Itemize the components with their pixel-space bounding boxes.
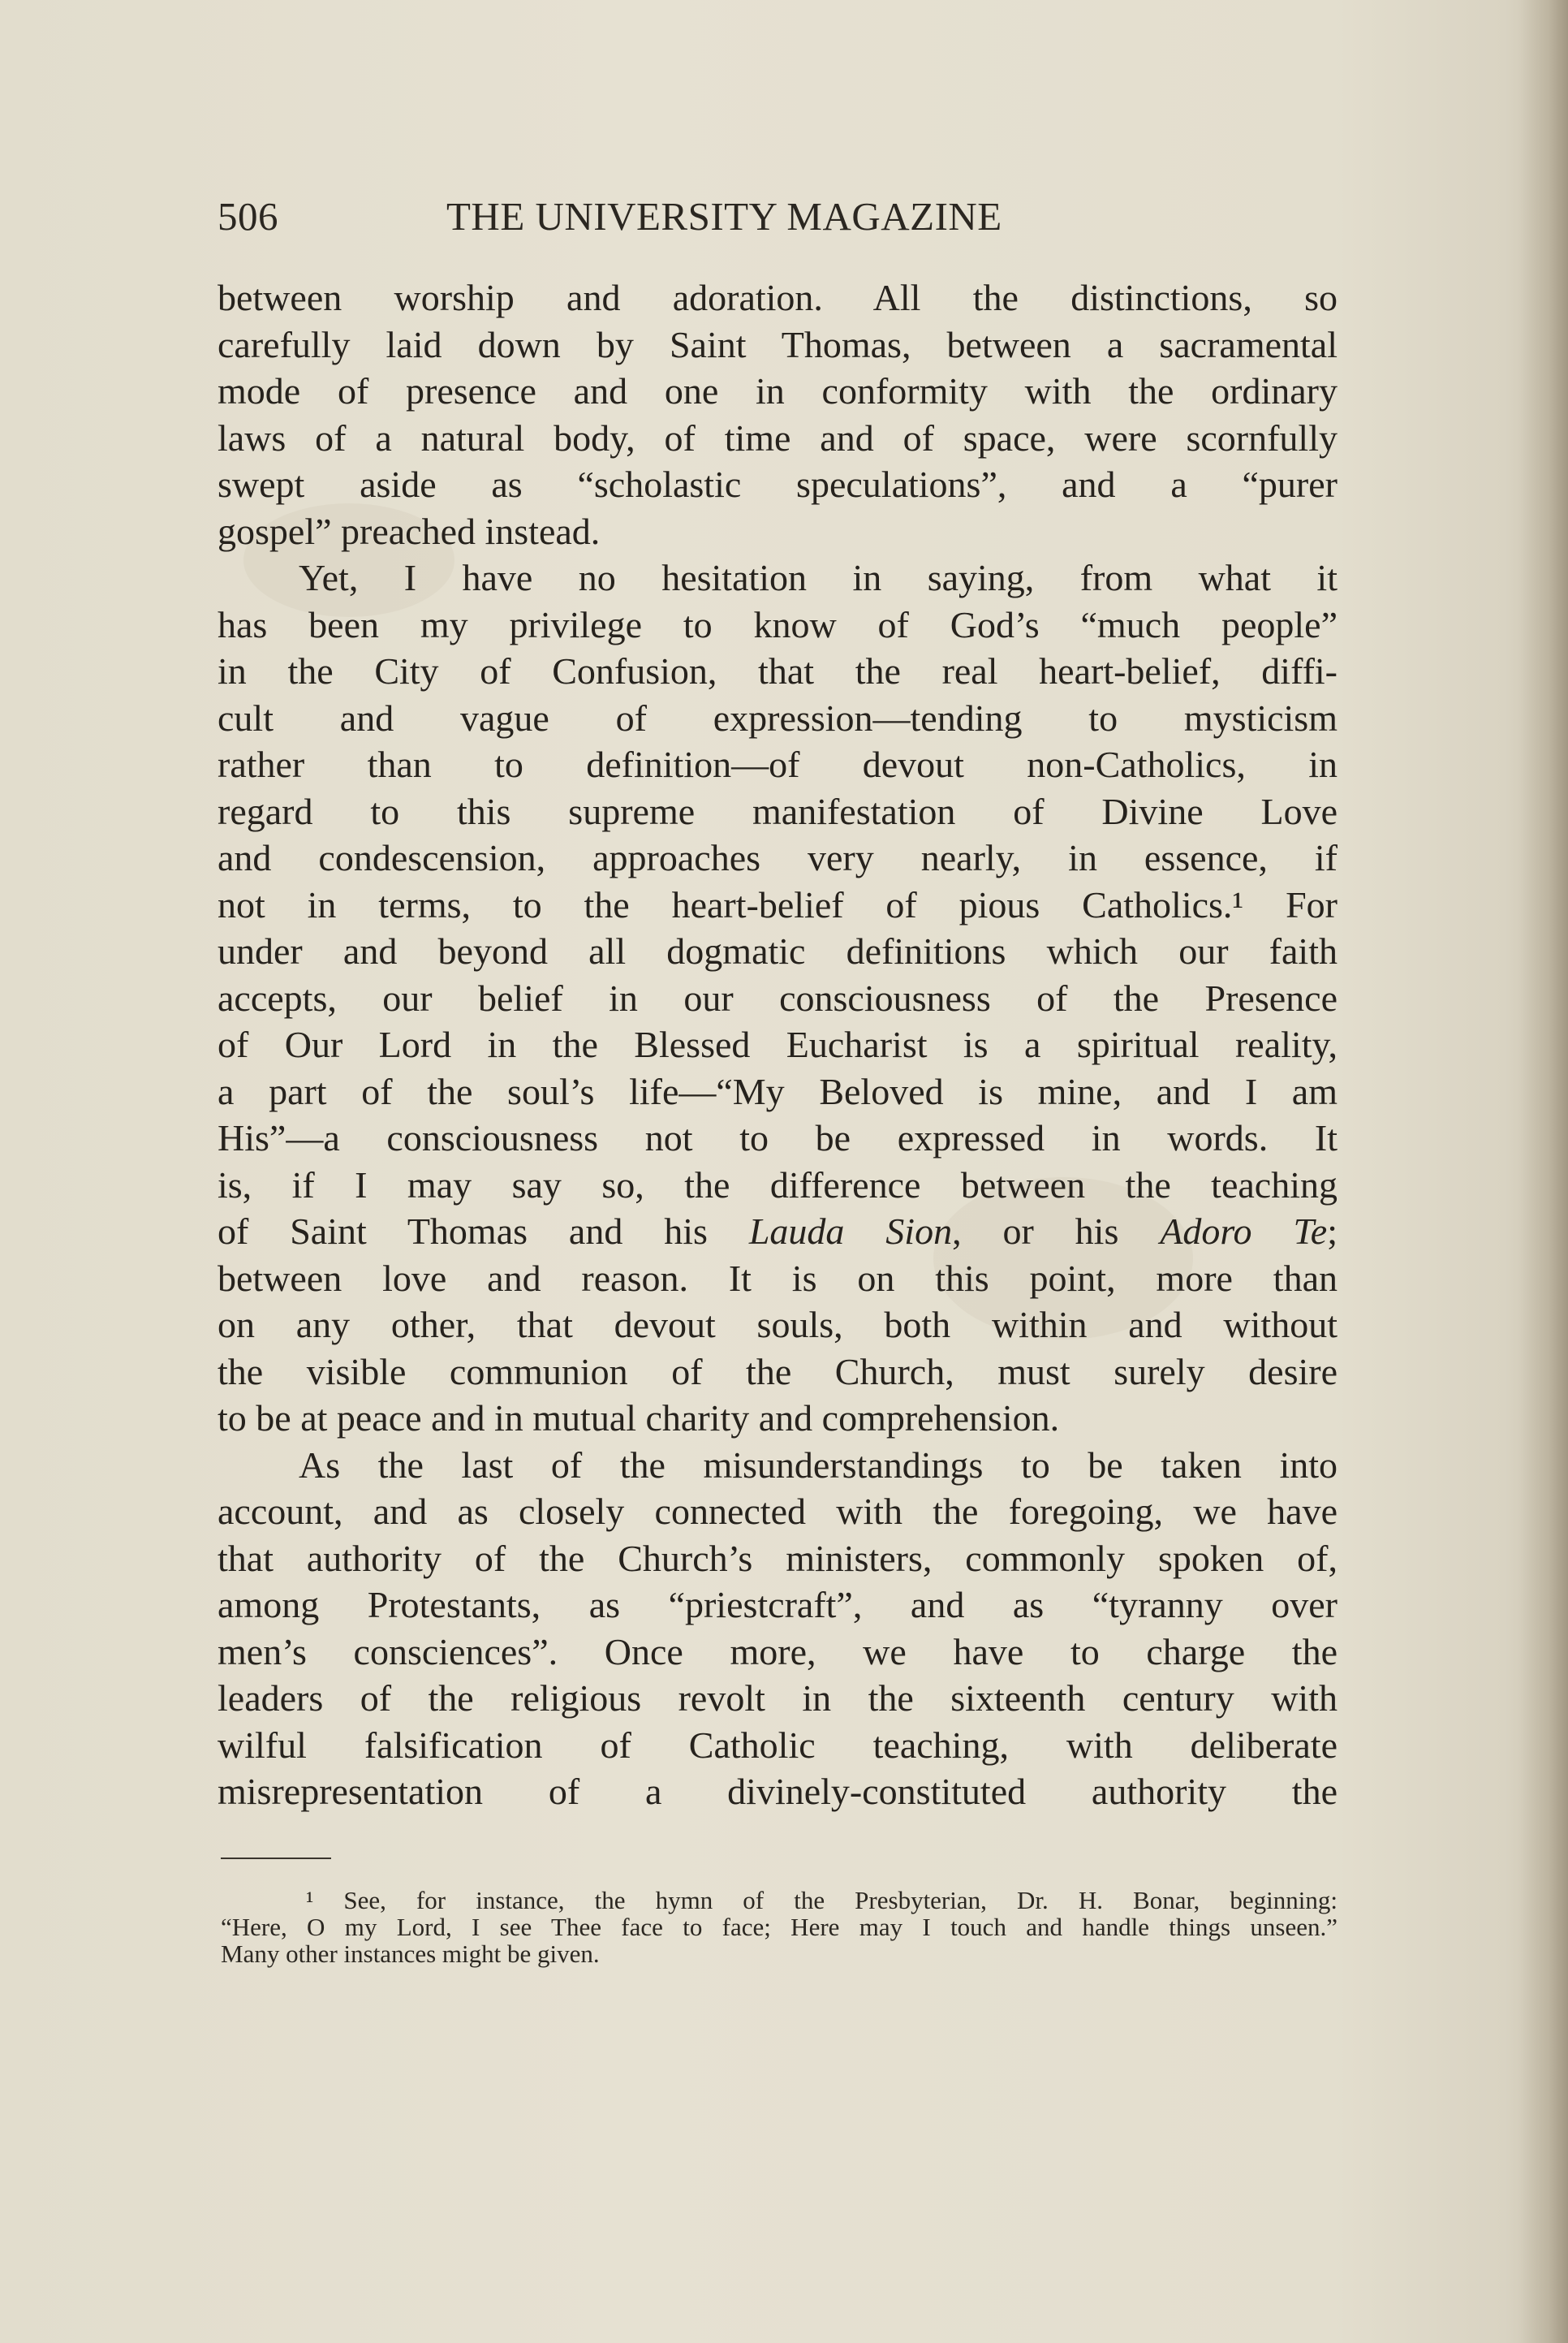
footnote-line: “Here, O my Lord, I see Thee face to face; Here may I touch and handle things unseen.”: [221, 1913, 1338, 1941]
text-line: of Saint Thomas and his Lauda Sion, or his Adoro Te;: [218, 1210, 1338, 1252]
footnote: [221, 1887, 1338, 1967]
text-line: misrepresentation of a divinely-constituted authority the: [218, 1771, 1338, 1812]
text-line: swept aside as “scholastic speculations”, and a “purer: [218, 464, 1338, 505]
body-text: [218, 274, 1338, 1815]
text-line: leaders of the religious revolt in the sixteenth century with: [218, 1677, 1338, 1719]
page-edge-shadow: [1519, 0, 1568, 2343]
text-line: not in terms, to the heart-belief of pious Catholics.¹ For: [218, 883, 1338, 926]
text-line: men’s consciences”. Once more, we have to charge the: [218, 1630, 1338, 1672]
text-line: among Protestants, as “priestcraft”, and as “tyranny over: [218, 1584, 1338, 1625]
text-line: laws of a natural body, of time and of space, were scornfully: [218, 416, 1338, 459]
text-line: mode of presence and one in conformity with the ordinary: [218, 370, 1338, 412]
text-line: between worship and adoration. All the distinctions, so: [218, 277, 1338, 318]
text-line: that authority of the Church’s ministers, commonly spoken of,: [218, 1537, 1338, 1579]
page-number: 506: [218, 194, 278, 239]
text-line: under and beyond all dogmatic definitions which our faith: [218, 930, 1338, 972]
text-line: carefully laid down by Saint Thomas, between a sacramental: [218, 323, 1338, 365]
footnote-line: ¹ See, for instance, the hymn of the Presbyterian, Dr. H. Bonar, beginning:: [306, 1886, 1338, 1914]
text-line: is, if I may say so, the difference between the teaching: [218, 1163, 1338, 1206]
text-line: in the City of Confusion, that the real heart-belief, diffi-: [218, 650, 1338, 692]
text-line: His”—a consciousness not to be expressed in words. It: [218, 1117, 1338, 1159]
text-line: and condescension, approaches very nearly, in essence, if: [218, 837, 1338, 878]
text-line: wilful falsification of Catholic teaching, with deliberate: [218, 1724, 1338, 1766]
text-line: cult and vague of expression—tending to mysticism: [218, 697, 1338, 739]
text-line: regard to this supreme manifestation of Divine Love: [218, 790, 1338, 832]
text-line: rather than to definition—of devout non-Catholics, in: [218, 744, 1338, 785]
text-line: of Our Lord in the Blessed Eucharist is a spiritual reality,: [218, 1024, 1338, 1065]
text-line: accepts, our belief in our consciousness of the Presence: [218, 977, 1338, 1019]
text-line: between love and reason. It is on this point, more than: [218, 1257, 1338, 1299]
text-line: on any other, that devout souls, both within and without: [218, 1304, 1338, 1345]
running-head: [218, 193, 1338, 250]
text-line: gospel” preached instead.: [218, 510, 601, 552]
footnote-line: Many other instances might be given.: [221, 1940, 600, 1968]
text-line: As the last of the misunderstandings to be taken into: [299, 1443, 1338, 1486]
footnote-rule: [221, 1858, 331, 1859]
text-line: has been my privilege to know of God’s “much people”: [218, 603, 1338, 645]
running-title: THE UNIVERSITY MAGAZINE: [446, 194, 1002, 239]
text-line: to be at peace and in mutual charity and comprehension.: [218, 1397, 1060, 1439]
text-line: a part of the soul’s life—“My Beloved is mine, and I am: [218, 1070, 1338, 1112]
text-line: the visible communion of the Church, must surely desire: [218, 1350, 1338, 1392]
text-line: Yet, I have no hesitation in saying, from what it: [299, 557, 1338, 598]
text-line: account, and as closely connected with the foregoing, we have: [218, 1491, 1338, 1532]
